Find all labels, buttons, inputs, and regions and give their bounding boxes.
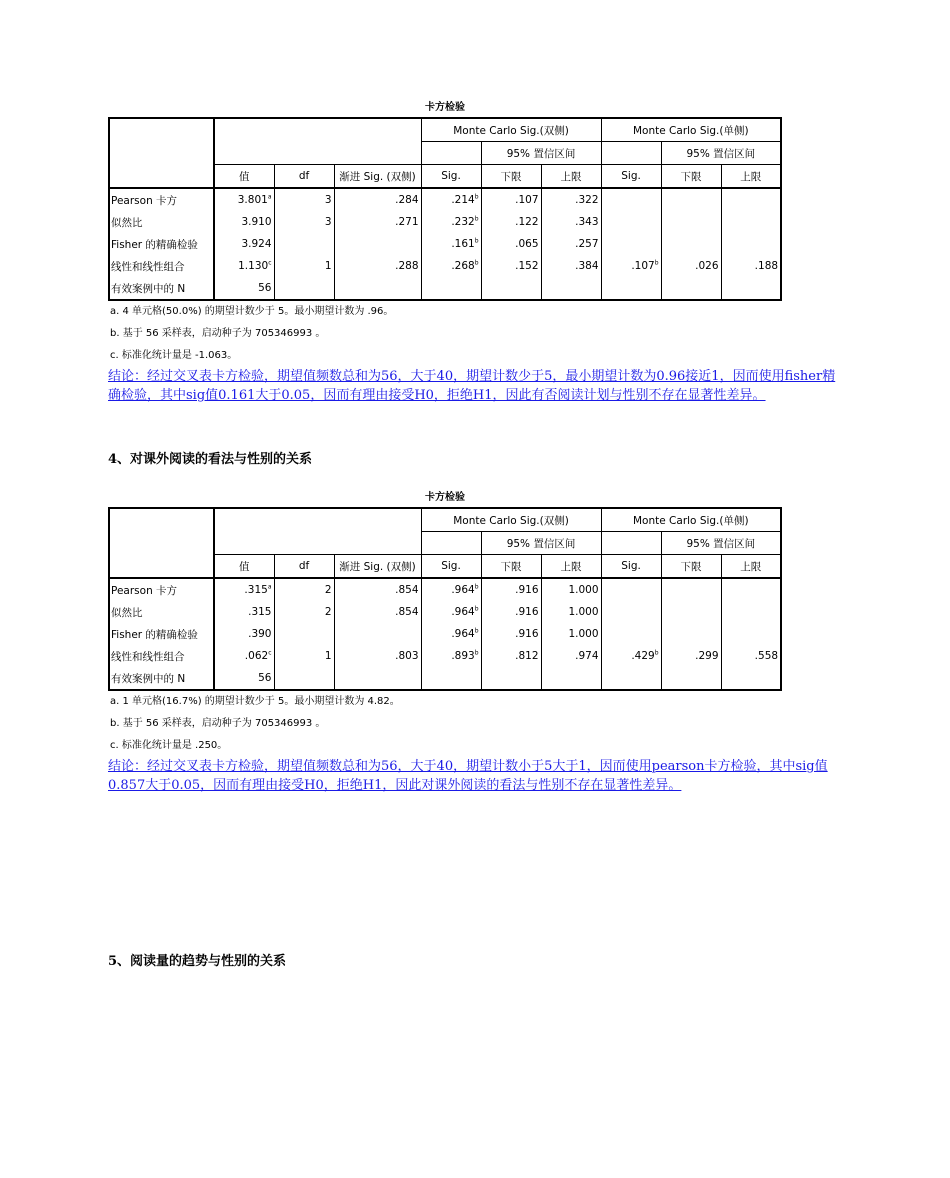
column-header: 渐进 Sig. (双侧) <box>334 555 421 579</box>
row-label: 线性和线性组合 <box>109 645 214 667</box>
cell-hi: .384 <box>541 255 601 277</box>
cell-df: 1 <box>274 255 334 277</box>
cell-sig: .964$^b$ <box>421 623 481 645</box>
table-footnote: a. 4 单元格(50.0%) 的期望计数少于 5。最小期望计数为 .96。 <box>110 306 394 317</box>
blank-sig1-header <box>601 532 661 555</box>
column-header: Sig. <box>601 555 661 579</box>
row-label: Pearson 卡方 <box>109 188 214 211</box>
cell-asym: .854 <box>334 601 421 623</box>
cell-sig1 <box>601 601 661 623</box>
row-label: 有效案例中的 N <box>109 277 214 300</box>
chi-square-section-1 <box>108 98 848 405</box>
blank-sig1-header <box>601 142 661 165</box>
cell-hi1 <box>721 188 781 211</box>
column-header: df <box>274 165 334 189</box>
corner-cell <box>109 508 214 578</box>
cell-sig1 <box>601 188 661 211</box>
column-header: Sig. <box>421 555 481 579</box>
cell-lo: .916 <box>481 578 541 601</box>
cell-lo1 <box>661 277 721 300</box>
cell-lo: .916 <box>481 623 541 645</box>
table-title: 卡方检验 <box>425 102 465 113</box>
cell-lo1 <box>661 623 721 645</box>
column-header: 上限 <box>541 165 601 189</box>
cell-asym <box>334 233 421 255</box>
cell-lo1 <box>661 578 721 601</box>
table-footnote: c. 标准化统计量是 .250。 <box>110 740 228 751</box>
cell-value: .315$^a$ <box>214 578 274 601</box>
chi-square-table <box>108 117 782 301</box>
cell-lo1 <box>661 667 721 690</box>
cell-hi1: .558 <box>721 645 781 667</box>
row-label: Fisher 的精确检验 <box>109 233 214 255</box>
table-footnote: b. 基于 56 采样表，启动种子为 705346993 。 <box>110 718 326 729</box>
column-header: 下限 <box>481 555 541 579</box>
table-row <box>109 601 781 623</box>
table-title: 卡方检验 <box>425 492 465 503</box>
column-header: 值 <box>214 165 274 189</box>
column-header: df <box>274 555 334 579</box>
cell-sig: .893$^b$ <box>421 645 481 667</box>
cell-lo: .812 <box>481 645 541 667</box>
cell-asym <box>334 277 421 300</box>
column-header: Sig. <box>601 165 661 189</box>
cell-sig: .232$^b$ <box>421 211 481 233</box>
cell-sig: .214$^b$ <box>421 188 481 211</box>
cell-hi <box>541 277 601 300</box>
cell-sig: .964$^b$ <box>421 601 481 623</box>
table-row <box>109 188 781 211</box>
mc-one-sided-header: Monte Carlo Sig.(单侧) <box>601 118 781 142</box>
table-row <box>109 578 781 601</box>
cell-hi: .322 <box>541 188 601 211</box>
table-footnote: c. 标准化统计量是 -1.063。 <box>110 350 238 361</box>
table-footnote: b. 基于 56 采样表，启动种子为 705346993 。 <box>110 328 326 339</box>
section-heading-4: 4、对课外阅读的看法与性别的关系 <box>108 452 313 467</box>
mc-two-sided-header: Monte Carlo Sig.(双侧) <box>421 118 601 142</box>
cell-sig1 <box>601 211 661 233</box>
cell-sig: .964$^b$ <box>421 578 481 601</box>
blank-sig-header <box>421 142 481 165</box>
cell-hi1 <box>721 233 781 255</box>
cell-lo1 <box>661 233 721 255</box>
cell-lo1 <box>661 188 721 211</box>
cell-hi1 <box>721 211 781 233</box>
blank-sig-header <box>421 532 481 555</box>
cell-hi: 1.000 <box>541 578 601 601</box>
cell-sig <box>421 667 481 690</box>
mc-two-sided-header: Monte Carlo Sig.(双侧) <box>421 508 601 532</box>
table-footnote: a. 1 单元格(16.7%) 的期望计数少于 5。最小期望计数为 4.82。 <box>110 696 400 707</box>
cell-lo1 <box>661 601 721 623</box>
cell-hi <box>541 667 601 690</box>
cell-value: 3.910 <box>214 211 274 233</box>
cell-lo: .122 <box>481 211 541 233</box>
cell-lo1 <box>661 211 721 233</box>
column-header: 下限 <box>661 165 721 189</box>
cell-df: 1 <box>274 645 334 667</box>
row-label: 似然比 <box>109 601 214 623</box>
column-header: 上限 <box>721 165 781 189</box>
cell-value: .062$^c$ <box>214 645 274 667</box>
cell-asym: .288 <box>334 255 421 277</box>
table-row <box>109 277 781 300</box>
cell-value: 1.130$^c$ <box>214 255 274 277</box>
cell-hi: 1.000 <box>541 623 601 645</box>
ci-header-one-sided: 95% 置信区间 <box>661 142 781 165</box>
cell-asym: .854 <box>334 578 421 601</box>
cell-value: 56 <box>214 277 274 300</box>
table-row <box>109 667 781 690</box>
row-label: Pearson 卡方 <box>109 578 214 601</box>
cell-hi1 <box>721 601 781 623</box>
conclusion-link[interactable]: 结论：经过交叉表卡方检验，期望值频数总和为56，大于40，期望计数少于5，最小期望计数为0.96接近1，因而使用fisher精确检验，其中sig值0.161大于0.05，因而有理由接受H0，拒绝H1，因此有否阅读计划与性别不存在显著性差异。 <box>108 369 836 403</box>
column-header: 上限 <box>721 555 781 579</box>
table-row <box>109 623 781 645</box>
cell-lo <box>481 667 541 690</box>
cell-value: 3.924 <box>214 233 274 255</box>
cell-sig: .161$^b$ <box>421 233 481 255</box>
row-label: 似然比 <box>109 211 214 233</box>
chi-square-section-2 <box>108 488 848 795</box>
cell-lo1: .026 <box>661 255 721 277</box>
column-header: 渐进 Sig. (双侧) <box>334 165 421 189</box>
cell-df: 2 <box>274 601 334 623</box>
ci-header: 95% 置信区间 <box>481 532 601 555</box>
column-header: Sig. <box>421 165 481 189</box>
cell-hi1 <box>721 578 781 601</box>
cell-sig1 <box>601 623 661 645</box>
cell-hi1 <box>721 277 781 300</box>
cell-df <box>274 277 334 300</box>
cell-hi: .257 <box>541 233 601 255</box>
cell-value: .315 <box>214 601 274 623</box>
column-header: 下限 <box>661 555 721 579</box>
cell-sig1 <box>601 578 661 601</box>
row-label: 线性和线性组合 <box>109 255 214 277</box>
table-row <box>109 211 781 233</box>
cell-df <box>274 623 334 645</box>
cell-lo: .065 <box>481 233 541 255</box>
cell-df <box>274 233 334 255</box>
cell-lo: .107 <box>481 188 541 211</box>
cell-sig1: .107$^b$ <box>601 255 661 277</box>
blank-header <box>214 118 421 165</box>
cell-lo <box>481 277 541 300</box>
cell-asym: .803 <box>334 645 421 667</box>
cell-sig1 <box>601 277 661 300</box>
cell-lo1: .299 <box>661 645 721 667</box>
table-row <box>109 233 781 255</box>
cell-hi1: .188 <box>721 255 781 277</box>
corner-cell <box>109 118 214 188</box>
cell-value: 56 <box>214 667 274 690</box>
conclusion-link[interactable]: 结论：经过交叉表卡方检验，期望值频数总和为56，大于40，期望计数小于5大于1，因而使用pearson卡方检验，其中sig值0.857大于0.05，因而有理由接受H0，拒绝H1，因此对课外阅读的看法与性别不存在显著性差异。 <box>108 759 828 793</box>
table-row <box>109 255 781 277</box>
mc-one-sided-header: Monte Carlo Sig.(单侧) <box>601 508 781 532</box>
section-heading-5: 5、阅读量的趋势与性别的关系 <box>108 954 287 969</box>
cell-lo: .152 <box>481 255 541 277</box>
cell-asym: .271 <box>334 211 421 233</box>
cell-hi: .343 <box>541 211 601 233</box>
cell-df: 3 <box>274 188 334 211</box>
row-label: Fisher 的精确检验 <box>109 623 214 645</box>
cell-hi: 1.000 <box>541 601 601 623</box>
ci-header-one-sided: 95% 置信区间 <box>661 532 781 555</box>
column-header: 上限 <box>541 555 601 579</box>
cell-df <box>274 667 334 690</box>
cell-value: .390 <box>214 623 274 645</box>
cell-sig1: .429$^b$ <box>601 645 661 667</box>
cell-sig: .268$^b$ <box>421 255 481 277</box>
cell-hi1 <box>721 623 781 645</box>
cell-sig1 <box>601 233 661 255</box>
cell-asym <box>334 667 421 690</box>
chi-square-table <box>108 507 782 691</box>
cell-df: 3 <box>274 211 334 233</box>
cell-asym <box>334 623 421 645</box>
cell-value: 3.801$^a$ <box>214 188 274 211</box>
table-row <box>109 645 781 667</box>
cell-hi1 <box>721 667 781 690</box>
cell-lo: .916 <box>481 601 541 623</box>
cell-df: 2 <box>274 578 334 601</box>
cell-sig <box>421 277 481 300</box>
blank-header <box>214 508 421 555</box>
column-header: 下限 <box>481 165 541 189</box>
ci-header: 95% 置信区间 <box>481 142 601 165</box>
cell-hi: .974 <box>541 645 601 667</box>
cell-sig1 <box>601 667 661 690</box>
row-label: 有效案例中的 N <box>109 667 214 690</box>
cell-asym: .284 <box>334 188 421 211</box>
column-header: 值 <box>214 555 274 579</box>
